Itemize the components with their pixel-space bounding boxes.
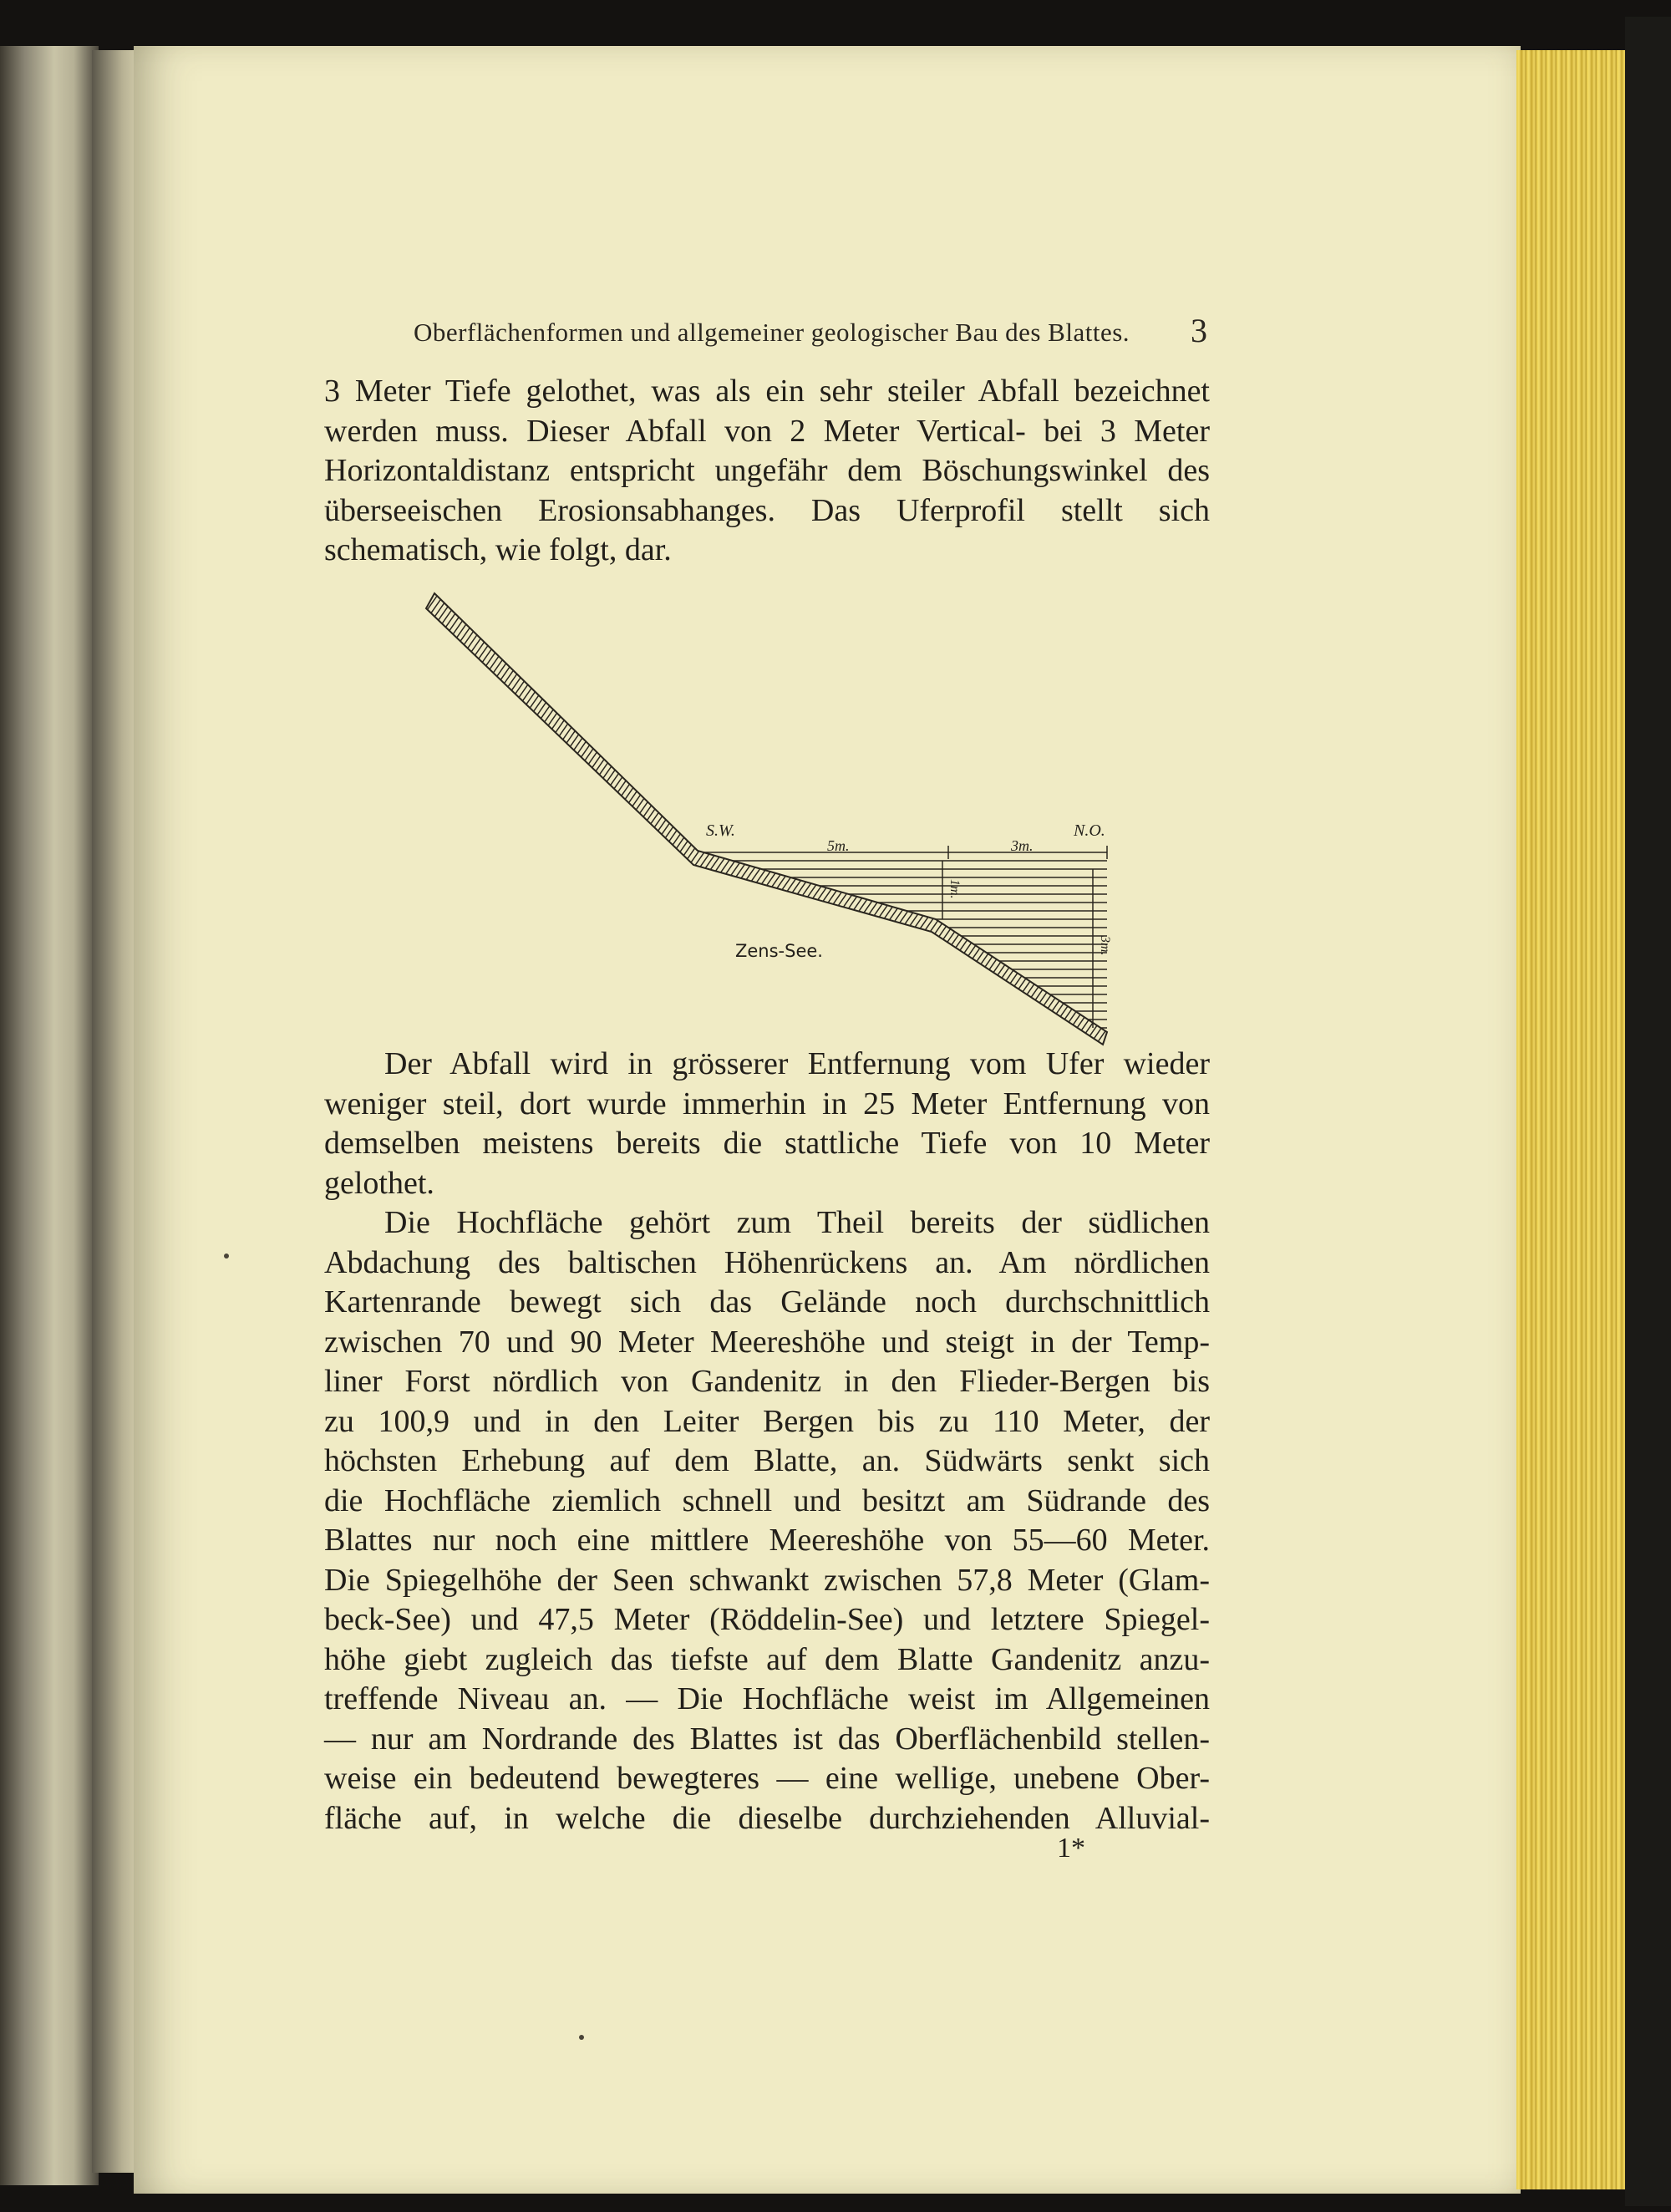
text-line: Blattes nur noch eine mittlere Meereshöhe von 55—60 Meter. (324, 1523, 1210, 1558)
text-line: überseeischen Erosionsabhanges. Das Uferprofil stellt sich (324, 492, 1210, 528)
shore-profile-diagram (401, 585, 1136, 1053)
text-line: Kartenrande bewegt sich das Gelände noch durchschnittlich (324, 1284, 1210, 1320)
page-edges (1516, 50, 1629, 2189)
text-line: 3 Meter Tiefe gelothet, was als ein sehr steiler Abfall bezeichnet (324, 374, 1210, 409)
label-3m-top: 3m. (1011, 837, 1034, 854)
text-line: — nur am Nordrande des Blattes ist das Oberflächenbild stellen- (324, 1721, 1210, 1757)
text-line: die Hochfläche ziemlich schnell und besitzt am Südrande des (324, 1482, 1210, 1518)
signature-mark: 1* (1057, 1833, 1085, 1864)
lake-name: Zens-See. (735, 941, 823, 961)
text-line: Abdachung des baltischen Höhenrückens an. Am nördlichen (324, 1244, 1210, 1280)
page-number: 3 (1191, 312, 1207, 349)
text-line: Die Spiegelhöhe der Seen schwankt zwischen 57,8 Meter (Glam- (324, 1562, 1210, 1598)
text-line: gelothet. (324, 1165, 434, 1201)
text-line: demselben meistens bereits die stattliche Tiefe von 10 Meter (324, 1126, 1210, 1161)
text-line: höhe giebt zugleich das tiefste auf dem Blatte Gandenitz anzu- (324, 1641, 1210, 1677)
ink-speck (579, 2035, 584, 2040)
label-1m: 1m. (947, 879, 962, 899)
text-line: werden muss. Dieser Abfall von 2 Meter Vertical- bei 3 Meter (324, 413, 1210, 449)
ground-profile (426, 593, 1107, 1045)
label-3m-side: 3m. (1098, 936, 1112, 956)
book-spine (0, 46, 99, 2185)
text-line: liner Forst nördlich von Gandenitz in den Flieder-Bergen bis (324, 1364, 1210, 1399)
text-line: beck-See) und 47,5 Meter (Röddelin-See) und letztere Spiegel- (324, 1602, 1210, 1637)
text-line: weniger steil, dort wurde immerhin in 25 Meter Entfernung von (324, 1086, 1210, 1121)
text-line: Horizontaldistanz entspricht ungefähr dem Böschungswinkel des (324, 453, 1210, 488)
running-title: Oberflächenformen und allgemeiner geologischer Bau des Blattes. (414, 318, 1130, 347)
text-line: treffende Niveau an. — Die Hochfläche weist im Allgemeinen (324, 1681, 1210, 1716)
text-line: schematisch, wie folgt, dar. (324, 532, 672, 567)
paragraph-3 (324, 1203, 1210, 1838)
text-line: fläche auf, in welche die dieselbe durchziehenden Alluvial- (324, 1800, 1210, 1836)
text-line: Die Hochfläche gehört zum Theil bereits der südlichen (384, 1205, 1210, 1240)
label-no: N.O. (1074, 821, 1105, 840)
text-line: zwischen 70 und 90 Meter Meereshöhe und steigt in der Temp- (324, 1324, 1210, 1360)
text-line: Der Abfall wird in grösserer Entfernung vom Ufer wieder (384, 1046, 1210, 1081)
text-line: höchsten Erhebung auf dem Blatte, an. Südwärts senkt sich (324, 1443, 1210, 1478)
text-line: weise ein bedeutend bewegteres — eine wellige, unebene Ober- (324, 1761, 1210, 1796)
label-sw: S.W. (706, 821, 735, 840)
book-cover (1625, 17, 1671, 2206)
paragraph-1 (324, 372, 1210, 571)
ink-speck (224, 1253, 229, 1259)
paragraph-2 (324, 1045, 1210, 1203)
label-5m: 5m. (827, 837, 850, 854)
text-line: zu 100,9 und in den Leiter Bergen bis zu 110 Meter, der (324, 1403, 1210, 1439)
